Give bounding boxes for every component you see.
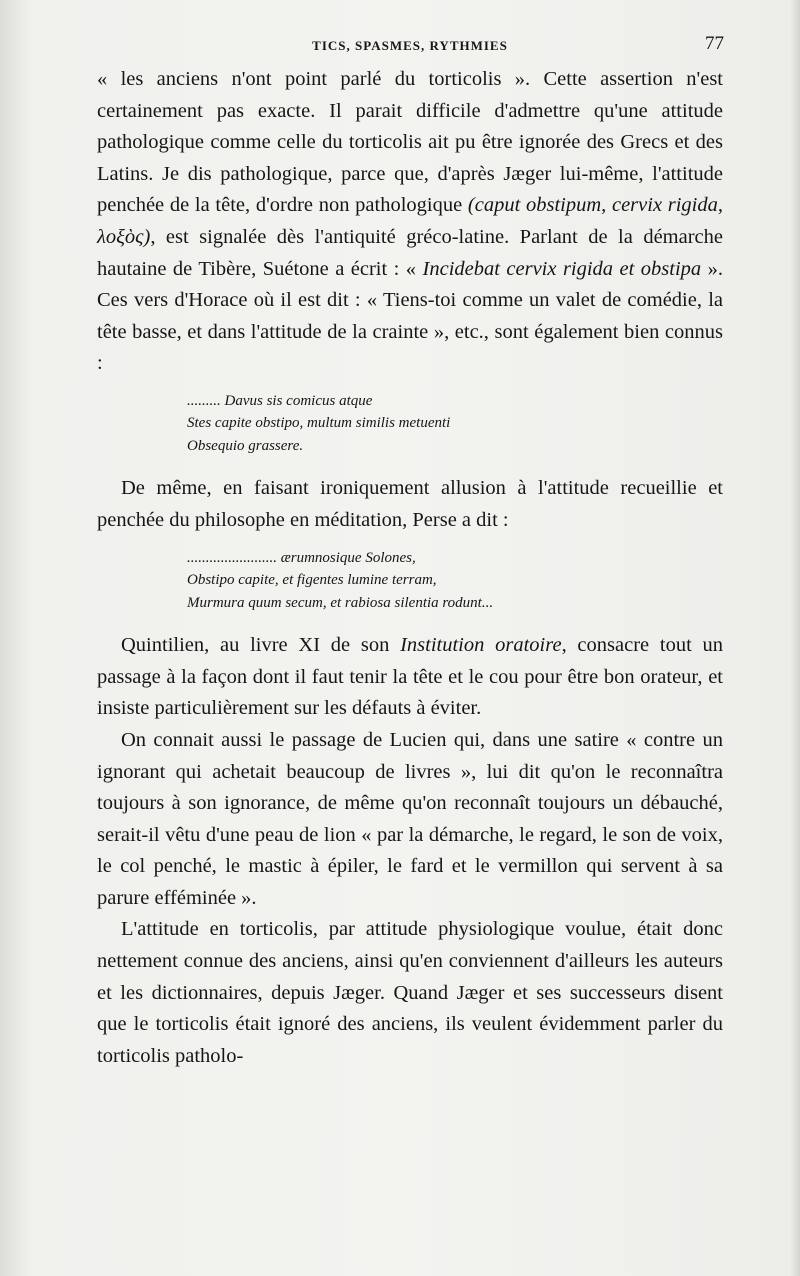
paragraph-3-book-title: Institution oratoire: [400, 634, 562, 657]
paragraph-3-text-a: Quintilien, au livre XI de son: [121, 634, 401, 657]
horace-verse: [187, 390, 723, 458]
paragraph-1-text-a: « les anciens n'ont point parlé du torticolis ». Cette assertion n'est certainement pas exacte. Il parait difficile d'admettre qu'une attitude pathologique comme celle du torticolis ait pu être ignorée des Grecs et des Latins. Je dis pathologique, parce que, d'après Jæger lui-même, l'attitude penchée de la tête, d'ordre non pathologique: [97, 68, 723, 217]
paragraph-3-text-c: , consacre tout un passage à la façon dont il faut tenir la tête et le cou pour être bon orateur, et insiste particulièrement sur les défauts à éviter.: [97, 634, 724, 720]
paragraph-5: L'attitude en torticolis, par attitude physiologique voulue, était donc nettement connue des anciens, ainsi qu'en conviennent d'ailleurs les auteurs et les dictionnaires, depuis Jæger. Quand Jæger et ses successeurs disent que le torticolis était ignoré des anciens, ils veulent évidemment parler du torticolis patholo-: [97, 918, 723, 1067]
paragraph-1-text-c: , est signalée dès l'antiquité gréco-latine. Parlant de la démarche hautaine de Tibère, Suétone a écrit : «: [97, 225, 723, 280]
paragraph-2: De même, en faisant ironiquement allusion à l'attitude recueillie et penchée du philosophe en méditation, Perse a dit :: [97, 477, 723, 532]
verse-line: Stes capite obstipo, multum similis metuenti: [187, 415, 451, 432]
verse-line: Obsequio grassere.: [187, 437, 304, 454]
verse-line: ........................ ærumnosique Solones,: [187, 549, 416, 566]
paragraph-4: On connait aussi le passage de Lucien qui, dans une satire « contre un ignorant qui achetait beaucoup de livres », lui dit qu'on le reconnaîtra toujours à son ignorance, de même qu'on reconnaît toujours un débauché, serait-il vêtu d'une peau de lion « par la démarche, le regard, le son de voix, le col penché, le mastic à épiler, le fard et le vermillon qui servent à sa parure efféminée ».: [97, 728, 723, 909]
verse-line: ......... Davus sis comicus atque: [187, 392, 373, 409]
paragraph-3: [97, 630, 723, 725]
page-number: 77: [705, 33, 724, 54]
text-block: [97, 64, 723, 1072]
verse-line: Murmura quum secum, et rabiosa silentia rodunt...: [187, 594, 494, 611]
paragraph-1-suetonius-quote: Incidebat cervix rigida et obstipa: [422, 257, 702, 280]
running-title: TICS, SPASMES, RYTHMIES: [312, 38, 508, 53]
paragraph-1-text-e: ». Ces vers d'Horace où il est dit : « Tiens-toi comme un valet de comédie, la tête basse, et dans l'attitude de la crainte », etc., sont également bien connus :: [97, 257, 723, 375]
running-head: [96, 34, 724, 56]
paragraph-1-latin-terms: (caput obstipum, cervix rigida, λοξὸς): [97, 194, 723, 248]
persius-verse: [187, 547, 723, 615]
verse-line: Obstipo capite, et figentes lumine terram,: [187, 572, 437, 589]
paragraph-1: [97, 64, 723, 380]
